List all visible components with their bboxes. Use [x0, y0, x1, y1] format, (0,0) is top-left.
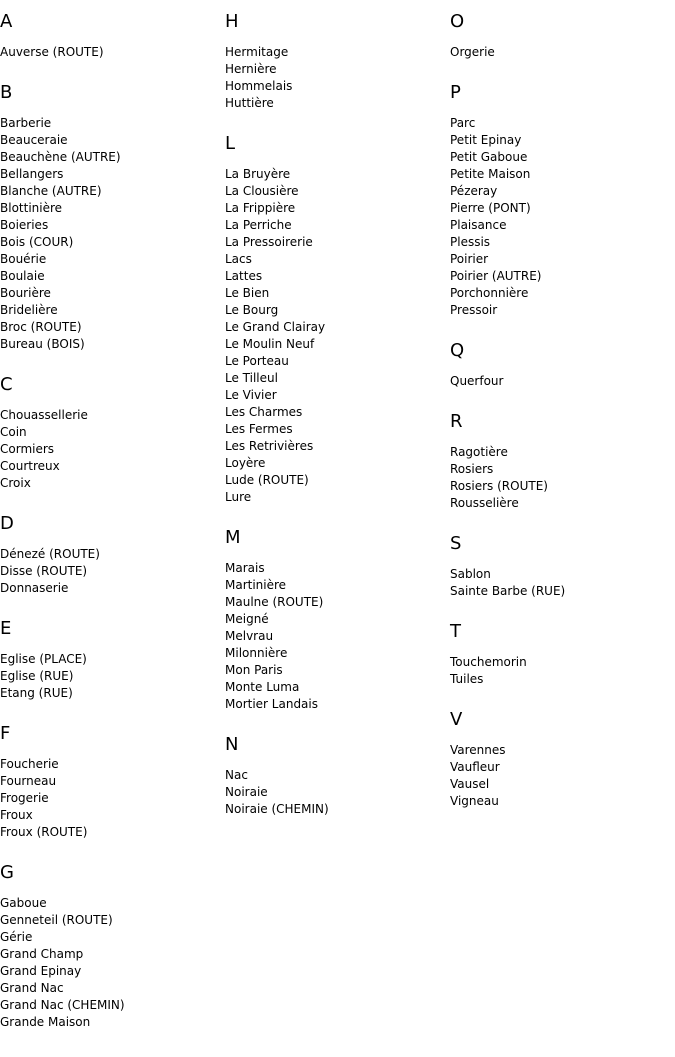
street-link[interactable]: Bois (COUR): [0, 235, 74, 249]
section-letter-heading: A: [0, 11, 13, 32]
street-link[interactable]: Pressoir: [450, 303, 498, 317]
street-link[interactable]: Fourneau: [0, 774, 57, 788]
street-list: [0, 546, 225, 597]
street-link[interactable]: Boieries: [0, 218, 49, 232]
street-link[interactable]: Le Moulin Neuf: [225, 337, 315, 351]
section-letter-heading: M: [225, 527, 241, 548]
street-link[interactable]: Broc (ROUTE): [0, 320, 82, 334]
index-column: [225, 10, 450, 838]
section-letter-heading: E: [0, 618, 12, 639]
street-link[interactable]: Eglise (RUE): [0, 669, 74, 683]
street-link[interactable]: Hermitage: [225, 45, 289, 59]
street-link[interactable]: Querfour: [450, 374, 504, 388]
street-list: [225, 560, 450, 713]
street-link[interactable]: Vausel: [450, 777, 490, 791]
street-link[interactable]: Blottinière: [0, 201, 63, 215]
letter-section: [225, 10, 450, 112]
section-letter-heading: T: [450, 621, 461, 642]
section-letter-heading: N: [225, 734, 239, 755]
street-list: [0, 756, 225, 841]
street-link[interactable]: Rosiers: [450, 462, 494, 476]
street-link[interactable]: Frogerie: [0, 791, 49, 805]
street-link[interactable]: Etang (RUE): [0, 686, 73, 700]
street-link[interactable]: La Bruyère: [225, 167, 291, 181]
street-list: [450, 115, 675, 319]
street-link[interactable]: Martinière: [225, 578, 287, 592]
street-link[interactable]: Coin: [0, 425, 27, 439]
street-link[interactable]: Le Porteau: [225, 354, 289, 368]
index-column: [0, 10, 225, 1051]
street-link[interactable]: Grand Nac: [0, 981, 64, 995]
letter-section: [450, 339, 675, 390]
street-link[interactable]: Noiraie: [225, 785, 268, 799]
street-link[interactable]: Courtreux: [0, 459, 60, 473]
street-link[interactable]: Le Bien: [225, 286, 270, 300]
street-link[interactable]: Le Grand Clairay: [225, 320, 326, 334]
street-link[interactable]: Froux (ROUTE): [0, 825, 88, 839]
section-letter-heading: F: [0, 723, 11, 744]
street-list: [225, 767, 450, 818]
street-link[interactable]: Lude (ROUTE): [225, 473, 309, 487]
street-link[interactable]: Meigné: [225, 612, 269, 626]
street-link[interactable]: Bouérie: [0, 252, 47, 266]
street-link[interactable]: Croix: [0, 476, 31, 490]
letter-section: [0, 617, 225, 702]
street-link[interactable]: Touchemorin: [450, 655, 527, 669]
index-column: [450, 10, 675, 830]
street-link[interactable]: Orgerie: [450, 45, 495, 59]
street-link[interactable]: Monte Luma: [225, 680, 300, 694]
street-link[interactable]: Les Retrivières: [225, 439, 314, 453]
street-link[interactable]: Blanche (AUTRE): [0, 184, 102, 198]
street-list: [0, 651, 225, 702]
section-letter-heading: S: [450, 533, 462, 554]
street-link[interactable]: Le Tilleul: [225, 371, 278, 385]
street-link[interactable]: Donnaserie: [0, 581, 69, 595]
section-letter-heading: G: [0, 862, 14, 883]
letter-section: [225, 733, 450, 818]
street-link[interactable]: Barberie: [0, 116, 52, 130]
section-letter-heading: V: [450, 709, 463, 730]
street-link[interactable]: Genneteil (ROUTE): [0, 913, 113, 927]
street-link[interactable]: Le Vivier: [225, 388, 277, 402]
street-link[interactable]: Cormiers: [0, 442, 55, 456]
street-link[interactable]: Plessis: [450, 235, 491, 249]
street-link[interactable]: Petite Maison: [450, 167, 531, 181]
street-link[interactable]: La Clousière: [225, 184, 299, 198]
street-link[interactable]: Auverse (ROUTE): [0, 45, 104, 59]
street-link[interactable]: Rosiers (ROUTE): [450, 479, 548, 493]
street-link[interactable]: Sainte Barbe (RUE): [450, 584, 566, 598]
street-link[interactable]: Huttière: [225, 96, 274, 110]
street-link[interactable]: Petit Gaboue: [450, 150, 528, 164]
street-link[interactable]: Grande Maison: [0, 1015, 91, 1029]
street-link[interactable]: Pierre (PONT): [450, 201, 531, 215]
street-link[interactable]: Ragotière: [450, 445, 508, 459]
street-list: [0, 895, 225, 1031]
letter-section: [450, 410, 675, 512]
street-link[interactable]: Plaisance: [450, 218, 507, 232]
street-link[interactable]: Chouassellerie: [0, 408, 88, 422]
street-link[interactable]: Maulne (ROUTE): [225, 595, 324, 609]
letter-section: [0, 512, 225, 597]
street-link[interactable]: Loyère: [225, 456, 266, 470]
street-link[interactable]: Tuiles: [450, 672, 484, 686]
letter-section: [0, 81, 225, 353]
street-link[interactable]: Hommelais: [225, 79, 293, 93]
street-link[interactable]: Mortier Landais: [225, 697, 318, 711]
street-link[interactable]: Bureau (BOIS): [0, 337, 85, 351]
street-link[interactable]: Rousselière: [450, 496, 519, 510]
street-link[interactable]: Les Fermes: [225, 422, 293, 436]
street-link[interactable]: Poirier (AUTRE): [450, 269, 542, 283]
street-link[interactable]: Mon Paris: [225, 663, 283, 677]
letter-section: [225, 526, 450, 713]
street-link[interactable]: Parc: [450, 116, 476, 130]
street-list: [450, 373, 675, 390]
letter-section: [450, 81, 675, 319]
street-link[interactable]: Froux: [0, 808, 33, 822]
street-link[interactable]: Foucherie: [0, 757, 59, 771]
letter-section: [450, 708, 675, 810]
street-list: [450, 444, 675, 512]
street-link[interactable]: Noiraie (CHEMIN): [225, 802, 329, 816]
street-link[interactable]: Beauchène (AUTRE): [0, 150, 121, 164]
letter-section: [0, 722, 225, 841]
street-link[interactable]: Melvrau: [225, 629, 274, 643]
street-link[interactable]: Beauceraie: [0, 133, 68, 147]
street-link[interactable]: Hernière: [225, 62, 277, 76]
letter-section: [450, 620, 675, 688]
street-link[interactable]: Marais: [225, 561, 265, 575]
street-list: [450, 44, 675, 61]
street-link[interactable]: Pézeray: [450, 184, 498, 198]
letter-section: [0, 373, 225, 492]
street-link[interactable]: Vaufleur: [450, 760, 500, 774]
street-link[interactable]: Porchonnière: [450, 286, 529, 300]
street-link[interactable]: Nac: [225, 768, 248, 782]
street-link[interactable]: Lure: [225, 490, 252, 504]
street-list: [450, 654, 675, 688]
street-link[interactable]: Grand Epinay: [0, 964, 82, 978]
section-letter-heading: C: [0, 374, 13, 395]
street-link[interactable]: Grand Champ: [0, 947, 84, 961]
street-link[interactable]: Petit Epinay: [450, 133, 522, 147]
section-letter-heading: D: [0, 513, 14, 534]
street-link[interactable]: La Perriche: [225, 218, 292, 232]
letter-section: [0, 861, 225, 1031]
street-list: [0, 115, 225, 353]
street-link[interactable]: Bridelière: [0, 303, 58, 317]
street-link[interactable]: Boulaie: [0, 269, 45, 283]
street-link[interactable]: Le Bourg: [225, 303, 279, 317]
street-link[interactable]: Gaboue: [0, 896, 47, 910]
street-link[interactable]: Poirier: [450, 252, 489, 266]
street-link[interactable]: Lacs: [225, 252, 252, 266]
street-link[interactable]: Vigneau: [450, 794, 499, 808]
street-link[interactable]: Bellangers: [0, 167, 64, 181]
section-letter-heading: B: [0, 82, 13, 103]
street-link[interactable]: Eglise (PLACE): [0, 652, 87, 666]
street-link[interactable]: Grand Nac (CHEMIN): [0, 998, 125, 1012]
street-list: [0, 44, 225, 61]
section-letter-heading: L: [225, 133, 236, 154]
section-letter-heading: Q: [450, 340, 465, 361]
street-link[interactable]: Dénezé (ROUTE): [0, 547, 100, 561]
street-list: [450, 742, 675, 810]
street-link[interactable]: La Frippière: [225, 201, 296, 215]
street-list: [225, 44, 450, 112]
street-link[interactable]: Gérie: [0, 930, 33, 944]
letter-section: [450, 532, 675, 600]
section-letter-heading: H: [225, 11, 239, 32]
letter-section: [225, 132, 450, 506]
section-letter-heading: O: [450, 11, 465, 32]
letter-section: [0, 10, 225, 61]
street-list: [450, 566, 675, 600]
letter-section: [450, 10, 675, 61]
section-letter-heading: R: [450, 411, 463, 432]
street-link[interactable]: Milonnière: [225, 646, 288, 660]
street-link[interactable]: Bourière: [0, 286, 51, 300]
street-link[interactable]: Varennes: [450, 743, 506, 757]
street-list: [225, 166, 450, 506]
street-list: [0, 407, 225, 492]
street-link[interactable]: Sablon: [450, 567, 491, 581]
street-link[interactable]: La Pressoirerie: [225, 235, 313, 249]
street-link[interactable]: Les Charmes: [225, 405, 303, 419]
section-letter-heading: P: [450, 82, 461, 103]
street-link[interactable]: Disse (ROUTE): [0, 564, 88, 578]
street-link[interactable]: Lattes: [225, 269, 263, 283]
